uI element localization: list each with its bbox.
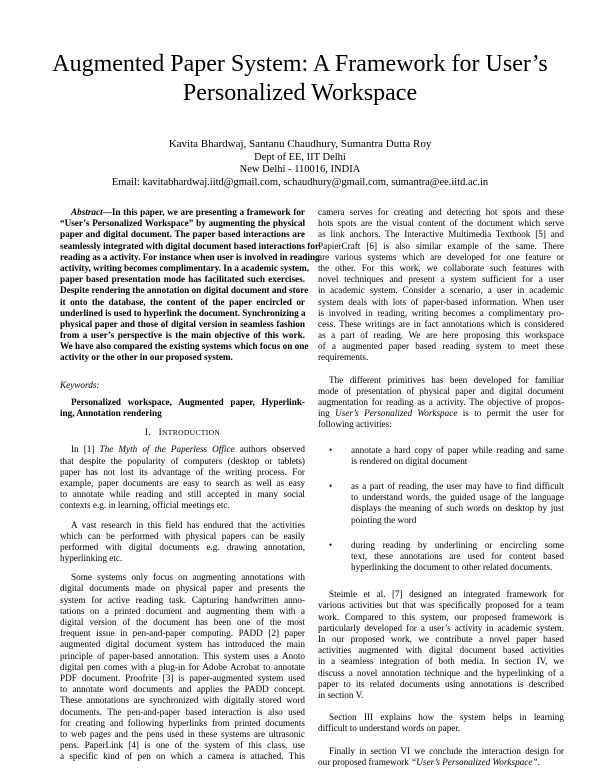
intro-paragraph-2 (60, 520, 305, 565)
paragraph-line: which can be performed with physical papers can be easily (60, 530, 305, 541)
paragraph-line: A vast research in this field has endured that the activities (71, 519, 305, 530)
paragraph-line: Some systems only focus on augmenting annotations with (71, 572, 305, 583)
paragraph-line: ing User’s Personalized Workspace is to permit the user for (318, 408, 564, 419)
paragraph-line: digital version of the document has been one of the most (60, 617, 305, 628)
paragraph-line: in academic system. Consider a scenario, a user in academic (318, 285, 564, 296)
bullet-symbol: • (329, 539, 333, 550)
author-email: Email: kavitabhardwaj.iitd@gmail.com, schaudhury@gmail.com, sumantra@ee.iitd.ac.in (111, 176, 489, 188)
paragraph-line: digital pen comes with a plug-in for Adobe Acrobat to annotate (60, 661, 305, 672)
abstract-line: physical paper and those of digital version in seamless fashion (60, 318, 305, 329)
paragraph-line: particularly developed for a user’s activity in academic system. (318, 622, 564, 633)
paragraph-line: difficult to understand words on paper. (318, 723, 461, 734)
cited-title: The Myth of the Paperless Office (99, 444, 235, 455)
paragraph-line: our proposed framework “User’s Personalized Workspace”. (318, 756, 540, 767)
paragraph-line: various activities but that was specifically proposed for a team (318, 600, 564, 611)
right-column (318, 207, 564, 768)
abstract-line: “User’s Personalized Workspace” by augmenting the physical (60, 218, 305, 229)
paragraph-line: as link anchors. The Interactive Multimedia Textbook [5] and (318, 229, 564, 240)
right-paragraph-5 (318, 746, 564, 768)
right-paragraph-1 (318, 207, 564, 364)
paragraph-line: camera serves for creating and detecting hot spots and these (318, 207, 564, 217)
paragraph-line: work. Compared to this system, our proposed framework is (318, 611, 564, 622)
left-column (60, 207, 320, 762)
paragraph-line: Section III explains how the system helps in learning (329, 712, 564, 723)
bullet-line: is rendered on digital document (351, 455, 468, 466)
paragraph-line: paper to its related documents using annotations is described (318, 678, 564, 689)
bullet-line: displays the meaning of such words on desktop by just (351, 503, 564, 514)
title-line-2: Personalized Workspace (182, 80, 418, 106)
abstract-line: activity or the other in our proposed system. (60, 352, 233, 363)
paragraph-line: are various systems which are developed for one feature or (318, 251, 564, 262)
bullet-line: to understand words, the guided usage of the language (351, 492, 564, 503)
paragraph-line: mode of presentation of physical paper and digital document (318, 385, 564, 396)
bullet-item (318, 481, 564, 526)
abstract-line: paper and digital document. The paper based interactions are (60, 229, 305, 240)
abstract-line: seamlessly integrated with digital document based interactions for (60, 240, 320, 251)
bullet-line: during reading by underlining or encircling some (351, 539, 564, 550)
paragraph-line: a specific kind of pen on which a camera is attached. This (60, 751, 305, 762)
right-paragraph-3 (318, 589, 564, 701)
bullet-line: text, these annotations are used for content based (351, 550, 564, 561)
bullet-line: pointing the word (351, 514, 417, 525)
paragraph-line: novel techniques and present a system sufficient for a user (318, 274, 564, 285)
paragraph-line: hots spots are the visual content of the document which serve (318, 218, 564, 229)
keywords (60, 397, 305, 419)
paragraph-line: the other. For this work, we collaborate such features with (318, 262, 564, 273)
bullet-line: annotate a hard copy of paper while reading and same (351, 444, 564, 455)
paragraph-line: example, paper documents are easy to search as well as easy (60, 477, 305, 488)
paragraph-line: digital documents made on physical paper and presents the (60, 583, 305, 594)
paragraph-line: The different primitives has been developed for familiar (329, 374, 564, 385)
paragraph-line: that despite the popularity of computers (desktop or tablets) (60, 455, 305, 466)
paragraph-line: is involved in reading, writing becomes a complimentary pro- (318, 307, 564, 318)
paragraph-line: of a augmented paper based reading system to meet these (318, 341, 564, 352)
abstract-line: underlined is used to hyperlink the document. Synchronizing a (60, 307, 306, 318)
paragraph-line: paper has not lost its advantage of the writing process. For (60, 466, 305, 477)
paragraph-line: hyperlinking etc. (60, 553, 123, 564)
bullet-item (318, 445, 564, 467)
abstract-line: We have also compared the existing systems which focus on one (60, 341, 309, 352)
paragraph-line: to annotate while reading and still accepted in many social (60, 489, 305, 500)
intro-paragraph-3 (60, 572, 305, 762)
paragraph-line: in section V. (318, 689, 364, 700)
paragraph-line: performed with digital documents e.g. drawing annotation, (60, 541, 305, 552)
paragraph-line: documents. The pen-and-paper based interaction is also used (60, 706, 305, 717)
paragraph-line: to annotate word documents and applies the PADD concept. (60, 684, 305, 695)
keywords-line: Personalized workspace, Augmented paper, Hyperlink- (71, 396, 305, 407)
paragraph-line: Finally in section VI we conclude the interaction design for (329, 745, 564, 756)
bullet-symbol: • (329, 444, 333, 455)
keywords-label: Keywords: (60, 379, 100, 390)
paragraph-line: In [1] The Myth of the Paperless Office authors observed (71, 444, 305, 455)
paragraph-line: frequent issue in pen-and-paper computing. PADD [2] paper (60, 628, 305, 639)
paragraph-line: requirements. (318, 352, 369, 363)
paragraph-line: in a seamless integration of both media. In section IV, we (318, 656, 564, 667)
paragraph-line: tations on a printed document and augmenting them with a (60, 605, 305, 616)
paragraph-line: cess. These writings are in fact annotations which is considered (318, 318, 564, 329)
title-line-1: Augmented Paper System: A Framework for User’s (52, 51, 548, 77)
framework-name: “User’s Personalized Workspace” (411, 756, 538, 767)
paragraph-line: system for active reading task. Capturing handwritten anno- (60, 594, 305, 605)
paragraph-line: contexts e.g. in learning, official meetings etc. (60, 500, 230, 511)
abstract-line: reading as a activity. For instance when user is involved in reading (60, 251, 320, 262)
right-paragraph-4 (318, 712, 564, 734)
paragraph-line: following activities: (318, 419, 392, 430)
abstract (60, 207, 320, 364)
paper-title (0, 50, 600, 108)
bullet-line: as a part of reading, the user may have to find difficult (351, 480, 564, 491)
bullet-item (318, 540, 564, 574)
intro-paragraph-1 (60, 444, 305, 511)
paragraph-line: PDF document. Proofrite [3] is paper-augmented system used (60, 672, 305, 683)
section-heading-introduction: I. INTRODUCTION (144, 427, 221, 438)
paragraph-line: discuss a novel annotation technique and the hyperlinking of a (318, 667, 564, 678)
paragraph-line: Steimle et al. [7] designed an integrated framework for (329, 589, 564, 600)
abstract-line: Abstract—In this paper, we are presenting a framework for (71, 207, 305, 217)
abstract-line: paper based presentation mode has facilitated such exercises. (60, 274, 305, 285)
abstract-label: Abstract (71, 207, 103, 217)
paragraph-line: activities augmented with digital document based activities (318, 645, 564, 656)
right-paragraph-2 (318, 375, 564, 431)
abstract-line: from a user’s perspective is the main objective of this work. (60, 330, 305, 341)
paragraph-line: system deals with lots of paper-based information. When user (318, 296, 564, 307)
author-address: New Delhi - 110016, INDIA (239, 164, 361, 175)
abstract-line: Despite rendering the annotation on digital document and store (60, 285, 309, 296)
paragraph-line: augmented digital document system has introduced the main (60, 639, 305, 650)
author-block (0, 138, 600, 189)
paragraph-line: for creating and following hyperlinks from printed documents (60, 717, 305, 728)
bullet-line: hyperlinking the document to other related documents. (351, 562, 553, 573)
author-names: Kavita Bhardwaj, Santanu Chaudhury, Sumantra Dutta Roy (168, 138, 432, 150)
author-dept: Dept of EE, IIT Delhi (254, 151, 346, 163)
paragraph-line: pens. PaperLink [4] is one of the system of this class, use (60, 740, 305, 751)
abstract-line: activity, writing becomes complimentary. In a academic system, (60, 262, 310, 273)
paragraph-line: In our proposed work, we contribute a novel paper based (318, 634, 564, 644)
abstract-line: it onto the database, the content of the paper encircled or (60, 296, 305, 307)
paragraph-line: augmentation for reading as a activity. The objective of propos- (318, 397, 564, 407)
framework-name: User’s Personalized Workspace (335, 408, 458, 419)
paragraph-line: PapierCraft [6] is also similar example of the same. There (318, 240, 564, 251)
paragraph-line: to web pages and the pens used in these systems are ultrasonic (60, 728, 305, 739)
paragraph-line: principle of paper-based annotation. This system uses a Anoto (60, 650, 305, 661)
paragraph-line: as a part of reading. We are here proposing this workspace (318, 330, 564, 341)
paragraph-line: These annotations are synchronized with digitally stored word (60, 695, 305, 706)
keywords-line: ing, Annotation rendering (60, 408, 162, 418)
bullet-symbol: • (329, 480, 333, 491)
